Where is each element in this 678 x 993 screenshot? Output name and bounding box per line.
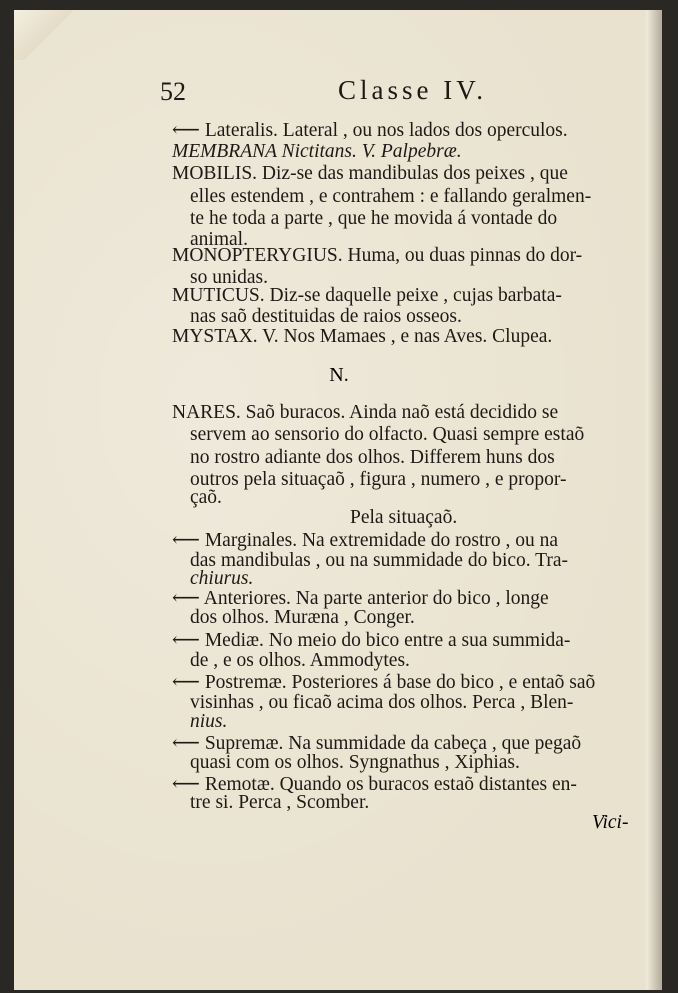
text-line: te he toda a parte , que he movida á vontade do bbox=[190, 208, 558, 229]
text-line: animal. bbox=[190, 229, 248, 250]
text-line: nius. bbox=[190, 711, 228, 732]
page-number: 52 bbox=[160, 77, 186, 106]
text-line: outros pela situaçaõ , figura , numero , e propor- bbox=[190, 469, 567, 490]
catchword: Vici- bbox=[592, 812, 629, 833]
text-line: dos olhos. Muræna , Conger. bbox=[190, 607, 415, 628]
subsection-heading: Pela situaçaõ. bbox=[350, 507, 458, 528]
page-gutter-shadow bbox=[646, 10, 662, 990]
text-line: no rostro adiante dos olhos. Differem huns dos bbox=[190, 447, 555, 468]
text-line: nas saõ destituidas de raios osseos. bbox=[190, 306, 462, 327]
text-line: ⟵ Marginales. Na extremidade do rostro , ou na bbox=[172, 530, 559, 551]
text-line: visinhas , ou ficaõ acima dos olhos. Perca , Blen- bbox=[190, 692, 574, 713]
text-line: quasi com os olhos. Syngnathus , Xiphias. bbox=[190, 752, 520, 773]
section-heading: N. bbox=[329, 364, 349, 386]
text-line: ⟵ Remotæ. Quando os buracos estaõ distantes en- bbox=[172, 774, 577, 795]
text-line: tre si. Perca , Scomber. bbox=[190, 792, 370, 813]
text-line: çaõ. bbox=[190, 487, 222, 508]
text-line: MOBILIS. Diz-se das mandibulas dos peixes , que bbox=[172, 163, 568, 184]
text-line: ⟵ Postremæ. Posteriores á base do bico , e entaõ saõ bbox=[172, 672, 596, 693]
text-line: ⟵ Supremæ. Na summidade da cabeça , que pegaõ bbox=[172, 733, 582, 754]
text-line: ⟵ Mediæ. No meio do bico entre a sua summida- bbox=[172, 630, 571, 651]
text-line: MEMBRANA Nictitans. V. Palpebræ. bbox=[172, 141, 462, 162]
text-line: MYSTAX. V. Nos Mamaes , e nas Aves. Clupea. bbox=[172, 326, 553, 347]
text-line: elles estendem , e contrahem : e fallando geralmen- bbox=[190, 186, 592, 207]
text-line: chiurus. bbox=[190, 568, 254, 589]
text-line: ⟵ Lateralis. Lateral , ou nos lados dos operculos. bbox=[172, 120, 568, 141]
page-corner-fold bbox=[14, 10, 84, 60]
text-line: so unidas. bbox=[190, 267, 268, 288]
text-line: ⟵ Anteriores. Na parte anterior do bico , longe bbox=[172, 588, 549, 609]
text-line: MONOPTERYGIUS. Huma, ou duas pinnas do dor- bbox=[172, 245, 583, 266]
text-line: servem ao sensorio do olfacto. Quasi sempre estaõ bbox=[190, 424, 585, 445]
text-line: de , e os olhos. Ammodytes. bbox=[190, 650, 410, 671]
text-line: MUTICUS. Diz-se daquelle peixe , cujas barbata- bbox=[172, 285, 562, 306]
text-line: NARES. Saõ buracos. Ainda naõ está decidido se bbox=[172, 402, 559, 423]
page-header-title: Classe IV. bbox=[338, 75, 488, 105]
text-line: das mandibulas , ou na summidade do bico. Tra- bbox=[190, 550, 569, 571]
